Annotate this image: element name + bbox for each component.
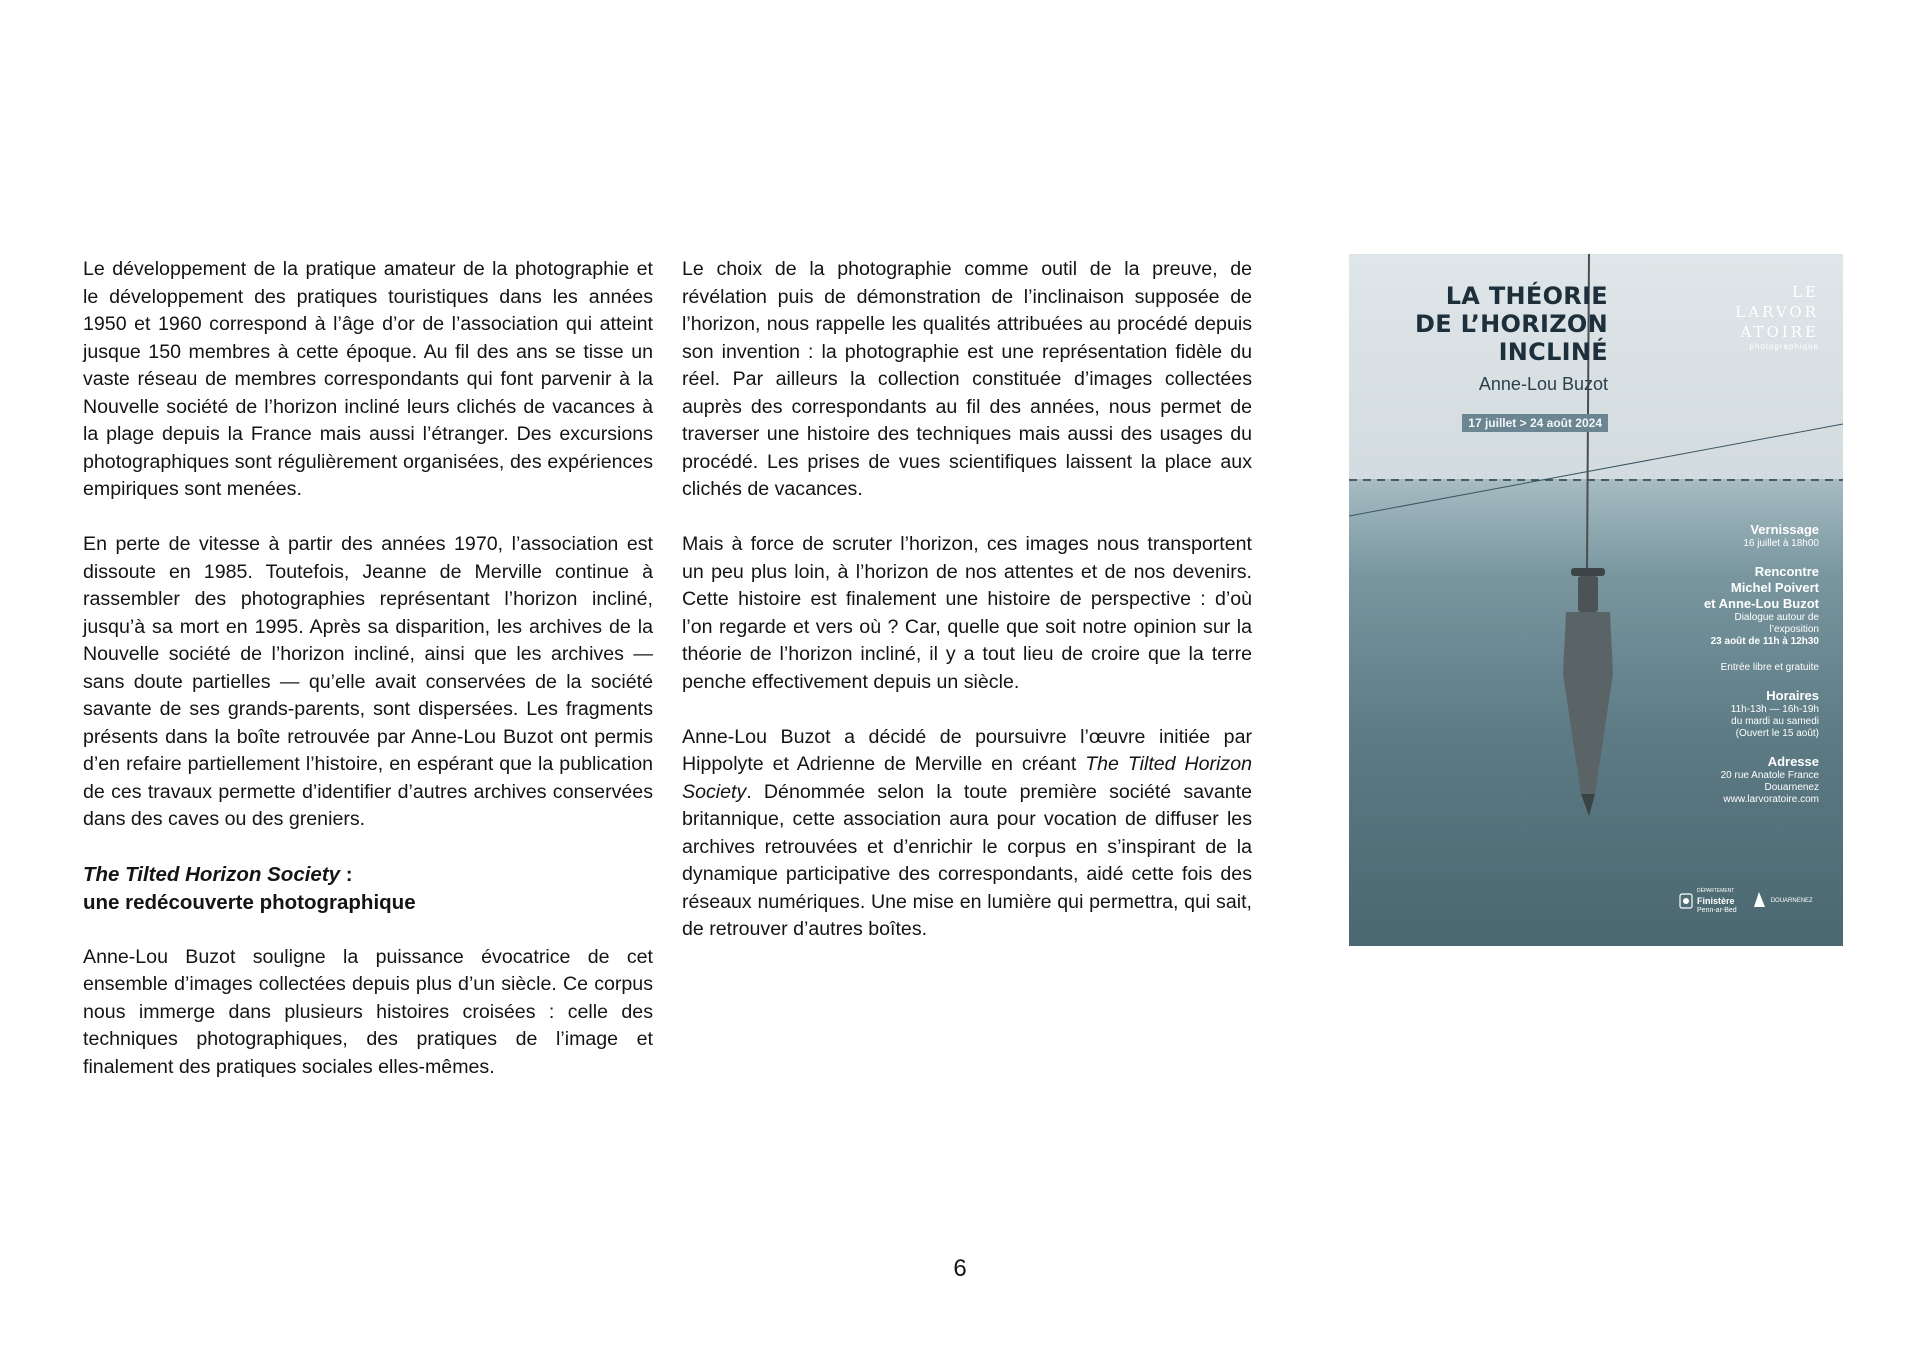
adresse-city: Douarnenez bbox=[1764, 782, 1819, 793]
tilted-horizon-line bbox=[1349, 424, 1843, 516]
horaires-title: Horaires bbox=[1766, 688, 1819, 703]
rencontre-title: Rencontre bbox=[1754, 564, 1819, 579]
heading-italic: The Tilted Horizon Society bbox=[83, 863, 341, 886]
middle-p3-italic: The Tilted Horizon Society bbox=[682, 753, 1252, 803]
horaires-days: du mardi au samedi bbox=[1731, 716, 1819, 727]
logo-line1: LE bbox=[1792, 283, 1819, 301]
horaires-note: (Ouvert le 15 août) bbox=[1735, 728, 1819, 739]
middle-paragraph-1: Le choix de la photographie comme outil de la preuve, de révélation puis de démonstration de l’inclinaison supposée de l’horizon, nous rappelle les qualités attribuées au procédé depuis son invention : la photographie est une représentation fidèle du réel. Par ailleurs la collection constituée d’images collectées auprès des correspondants au fil des années, nous permet de traverser une histoire des techniques mais aussi des usages du procédé. Les prises de vues scientifiques laissent la place aux clichés de vacances. bbox=[682, 258, 1252, 500]
poster-title-line1: LA THÉORIE bbox=[1445, 282, 1608, 310]
exhibition-poster bbox=[1349, 254, 1843, 946]
left-paragraph-3: Anne-Lou Buzot souligne la puissance évocatrice de cet ensemble d’images collectées depuis plus d’un siècle. Ce corpus nous immerge dans plusieurs histoires croisées : celle des techniques photographiques, des pratiques de l’image et finalement des pratiques sociales elles-mêmes. bbox=[83, 945, 653, 1078]
adresse-web: www.larvoratoire.com bbox=[1723, 794, 1819, 805]
adresse-street: 20 rue Anatole France bbox=[1720, 770, 1819, 781]
rencontre-date: 23 août de 11h à 12h30 bbox=[1710, 636, 1819, 647]
poster-info bbox=[1609, 522, 1819, 820]
adresse-title: Adresse bbox=[1767, 754, 1819, 769]
left-column bbox=[83, 256, 653, 1109]
heading-colon: : bbox=[340, 863, 353, 886]
sponsor1-sub: Penn-ar-Bed bbox=[1697, 907, 1737, 914]
plumb-neck bbox=[1578, 576, 1598, 612]
heading-line2: une redécouverte photographique bbox=[83, 890, 416, 914]
vernissage-title: Vernissage bbox=[1750, 522, 1819, 537]
logo-line3: ATOIRE bbox=[1740, 323, 1819, 341]
middle-p3-after: . Dénommée selon la toute première société savante britannique, cette association aura pour vocation de diffuser les archives retrouvées et d’enrichir le corpus en s’inspirant de la dynamique participative des correspondants, aidé cette fois des réseaux numériques. Une mise en lumière qui permettra, qui sait, de retrouver d’autres boîtes. bbox=[682, 780, 1252, 940]
page-number: 6 bbox=[953, 1255, 967, 1282]
douarnenez-logo bbox=[1751, 891, 1813, 911]
sponsor1-name: Finistère bbox=[1697, 896, 1735, 906]
plumb-cap bbox=[1571, 568, 1605, 576]
horaires-block bbox=[1609, 688, 1819, 740]
larvoratoire-logo bbox=[1735, 282, 1819, 351]
plumb-body bbox=[1563, 612, 1613, 794]
poster-title bbox=[1415, 282, 1608, 366]
rencontre-line3: et Anne-Lou Buzot bbox=[1703, 596, 1819, 611]
rencontre-line2: Michel Poivert bbox=[1730, 580, 1819, 595]
section-heading bbox=[83, 861, 653, 916]
left-paragraph-2: En perte de vitesse à partir des années 1970, l’association est dissoute en 1985. Toutefois, Jeanne de Merville continue à rassembler des photographies représentant l’horizon incliné, jusqu’à sa mort en 1995. Après sa disparition, les archives de la Nouvelle société de l’horizon incliné, ainsi que les archives — sans doute partielles — qu’elle avait conservées de la société savante de ses grands-parents, sont dispersées. Les fragments présents dans la boîte retrouvée par Anne-Lou Buzot ont permis d’en refaire partiellement l’histoire, en espérant que la publication de ces travaux permette d’identifier d’autres archives conservées dans des caves ou des greniers. bbox=[83, 533, 653, 830]
plumb-tip bbox=[1581, 794, 1595, 816]
rencontre-block bbox=[1609, 564, 1819, 648]
sponsor1-small: DÉPARTEMENT bbox=[1697, 888, 1735, 894]
poster-title-line3: INCLINÉ bbox=[1498, 338, 1608, 366]
middle-paragraph-2: Mais à force de scruter l’horizon, ces images nous transportent un peu plus loin, à l’horizon de nos attentes et de nos devenirs. Cette histoire est finalement une histoire de perspective : d’où l’on regarde et vers où ? Car, quelle que soit notre opinion sur la théorie de l’horizon incliné, il y a tout lieu de croire que la terre penche effectivement depuis un siècle. bbox=[682, 533, 1252, 693]
middle-column bbox=[682, 256, 1252, 971]
poster-sponsors bbox=[1679, 886, 1829, 916]
entry-block bbox=[1609, 662, 1819, 674]
adresse-block bbox=[1609, 754, 1819, 806]
left-paragraph-1: Le développement de la pratique amateur de la photographie et le développement des pratiques touristiques dans les années 1950 et 1960 correspond à l’âge d’or de l’association qui atteint jusque 150 membres à cette époque. Au fil des ans se tisse un vaste réseau de membres correspondants qui font parvenir à la Nouvelle société de l’horizon incliné leurs clichés de vacances à la plage depuis la France mais aussi l’étranger. Des excursions photographiques sont régulièrement organisées, des expériences empiriques sont menées. bbox=[83, 258, 653, 500]
rencontre-desc1: Dialogue autour de bbox=[1734, 612, 1819, 623]
finistere-emblem-icon bbox=[1679, 893, 1693, 909]
horaires-hours: 11h-13h — 16h-19h bbox=[1730, 704, 1819, 715]
entry-text: Entrée libre et gratuite bbox=[1720, 662, 1819, 673]
poster-title-line2: DE L’HORIZON bbox=[1415, 310, 1608, 338]
logo-sub: photographique bbox=[1749, 342, 1819, 351]
logo-line2: LARVOR bbox=[1735, 303, 1819, 321]
middle-paragraph-3 bbox=[682, 724, 1252, 944]
middle-p3-before: Anne-Lou Buzot a décidé de poursuivre l’œuvre initiée par Hippolyte et Adrienne de Merville en créant bbox=[682, 725, 1252, 775]
finistere-logo bbox=[1679, 886, 1737, 916]
vernissage-block bbox=[1609, 522, 1819, 550]
sponsor2-name: DOUARNENEZ bbox=[1770, 898, 1813, 904]
sail-icon bbox=[1751, 891, 1767, 911]
poster-author: Anne-Lou Buzot bbox=[1478, 374, 1608, 394]
poster-dates: 17 juillet > 24 août 2024 bbox=[1462, 414, 1608, 432]
vernissage-date: 16 juillet à 18h00 bbox=[1743, 538, 1819, 549]
rencontre-desc2: l’exposition bbox=[1769, 624, 1819, 635]
